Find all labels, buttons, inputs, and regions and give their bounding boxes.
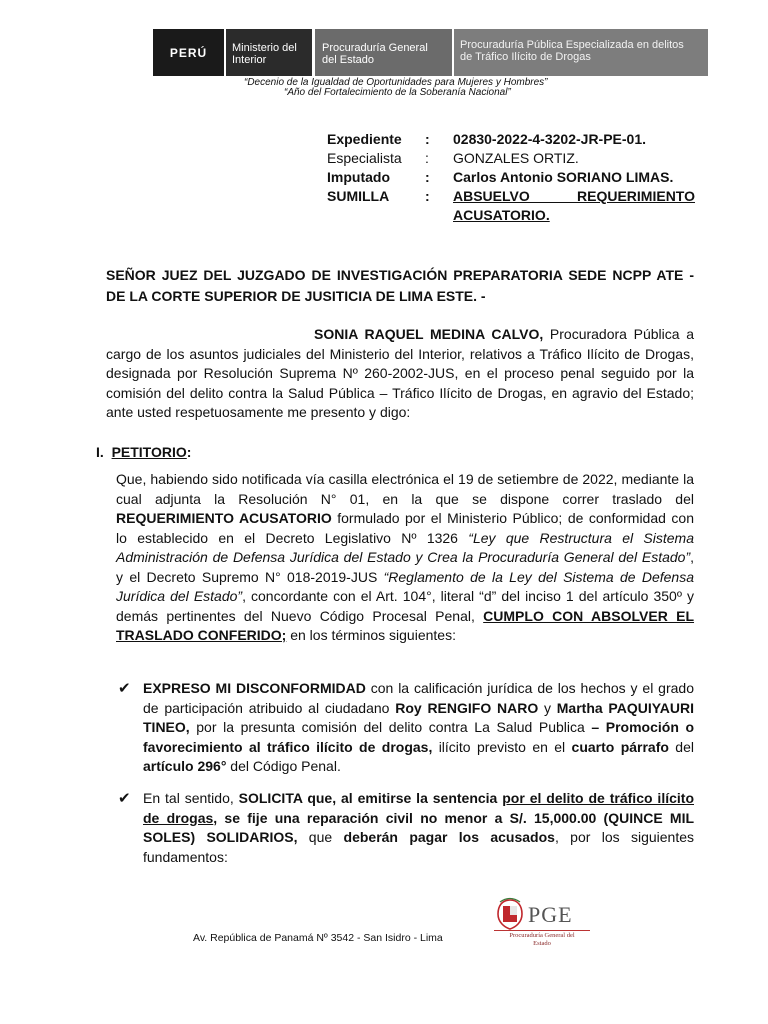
meta-key: Expediente (327, 131, 402, 147)
meta-key: Especialista (327, 150, 402, 166)
header-procuraduria-line1: Procuraduría General (322, 42, 428, 54)
pet-t1: Que, habiendo sido notificada vía casilla electrónica el 19 de setiembre de 2022, mediante la cual adjunta la Resolución N° 01, en la que se dispone correr traslado del (116, 471, 694, 507)
pet-bu1: CUMPLO CON ABSOLVER EL TRASLADO CONFERIDO; (116, 607, 695, 643)
b2-t3: , por los siguientes fundamentos: (143, 829, 695, 865)
section-colon: : (186, 444, 192, 460)
intro-paragraph (106, 325, 694, 423)
header-ministry (226, 29, 312, 76)
b2-bu1: por el delito de tráfico ilícito de drogas (143, 790, 694, 826)
header-ministry-line1: Ministerio del (232, 42, 297, 54)
b1-t5: del (668, 738, 694, 755)
header-procuraduria (315, 29, 452, 76)
b2-b2: , se fije una reparación civil no menor a S/. 15,000.00 (QUINCE MIL SOLES) SOLIDARIOS, (143, 809, 695, 845)
pet-t5: en los términos siguientes: (286, 627, 456, 643)
meta-key: SUMILLA (327, 188, 390, 204)
decenio-block (190, 78, 610, 98)
header-especializada-line1: Procuraduría Pública Especializada en delitos (460, 39, 684, 51)
meta-value: 02830-2022-4-3202-JR-PE-01. (453, 131, 647, 147)
meta-row-imputado (327, 168, 695, 187)
bullet-paragraph-2 (143, 789, 694, 867)
section-number: I. (96, 444, 104, 460)
pet-t4: , concordante con el Art. 104°, literal “d” del inciso 1 del artículo 350º y demás pertinentes del Nuevo Código Procesal Penal, (116, 588, 694, 624)
b1-t6: del Código Penal. (226, 758, 341, 774)
header-especializada-line2: de Tráfico Ilícito de Drogas (460, 51, 591, 63)
meta-value: GONZALES ORTIZ. (453, 150, 579, 166)
meta-row-expediente (327, 130, 695, 149)
pet-i1: “Ley que Restructura el Sistema Administración de Defensa Jurídica del Estado y Crea la Procuraduría General del Estado” (116, 529, 694, 565)
petitorio-paragraph (116, 470, 694, 646)
addressee: SEÑOR JUEZ DEL JUZGADO DE INVESTIGACIÓN PREPARATORIA SEDE NCPP ATE - DE LA CORTE SUPERIOR DE JUSITICIA DE LIMA ESTE. - (106, 267, 694, 304)
b1-b6: artículo 296° (143, 758, 227, 774)
pet-i2: “Reglamento de la Ley del Sistema de Defensa Jurídica del Estado” (116, 568, 694, 604)
meta-key: Imputado (327, 169, 390, 185)
b2-b3: deberán pagar los acusados (343, 829, 555, 845)
checkmark-icon: ✔ (118, 680, 131, 697)
header-peru: PERÚ (153, 29, 224, 76)
header-especializada (454, 29, 708, 76)
header-procuraduria-line2: del Estado (322, 54, 374, 66)
decenio-line2: “Año del Fortalecimiento de la Soberanía Nacional” (284, 87, 511, 98)
meta-colon: : (425, 188, 430, 204)
b1-t4: ilícito previsto en el (432, 738, 572, 755)
section-heading (96, 444, 191, 460)
b1-b2: Roy RENGIFO NARO (395, 699, 539, 716)
section-title: PETITORIO (111, 444, 187, 460)
meta-colon: : (425, 150, 429, 166)
bullet-paragraph-1 (143, 679, 694, 777)
b2-b1: SOLICITA que, al emitirse la sentencia (238, 790, 503, 806)
meta-value: ABSUELVO REQUERIMIENTO ACUSATORIO. (453, 188, 695, 223)
meta-row-sumilla (327, 187, 695, 225)
pet-b1: REQUERIMIENTO ACUSATORIO (116, 510, 332, 526)
intro-text: Procuradora Pública a cargo de los asuntos judiciales del Ministerio del Interior, relativos a Tráfico Ilícito de Drogas, designada por Resolución Suprema Nº 260-2002-JUS, en el proceso penal seguido por la comisión del delito contra la Salud Pública – Tráfico Ilícito de Drogas, en agravio del Estado; ante usted respetuosamente me presento y digo: (106, 326, 694, 420)
pet-t2: formulado por el Ministerio Público; de conformidad con lo establecido en el Decreto Legislativo Nº 1326 (116, 510, 694, 546)
pet-t3: , y el Decreto Supremo N° 018-2019-JUS (116, 549, 694, 585)
b1-b5: cuarto párrafo (571, 738, 669, 755)
meta-colon: : (425, 131, 430, 147)
case-metadata (327, 130, 695, 225)
b1-b3: Martha PAQUIYAURI TINEO, (143, 699, 695, 735)
logo-divider (494, 930, 590, 931)
meta-row-especialista (327, 149, 695, 168)
b2-t2: que (297, 829, 344, 845)
b1-b1: EXPRESO MI DISCONFORMIDAD (143, 680, 366, 696)
b1-t1: con la calificación jurídica de los hechos y el grado de participación atribuido al ciudadano (143, 680, 694, 716)
b1-t2: y (538, 699, 557, 716)
intro-name: SONIA RAQUEL MEDINA CALVO, (314, 326, 544, 342)
logo-subtitle (494, 932, 590, 948)
meta-colon: : (425, 169, 430, 185)
b1-t3: por la presunta comisión del delito contra La Salud Publica (189, 719, 592, 735)
decenio-line1: “Decenio de la Igualdad de Oportunidades para Mujeres y Hombres” (244, 77, 548, 88)
b2-t1: En tal sentido, (143, 790, 239, 806)
header-ministry-line2: Interior (232, 54, 267, 66)
logo-text: PGE (528, 902, 573, 927)
meta-value: Carlos Antonio SORIANO LIMAS. (453, 169, 674, 185)
b1-b4: – Promoción o favorecimiento al tráfico ilícito de drogas, (143, 719, 695, 755)
footer-address: Av. República de Panamá Nº 3542 - San Isidro - Lima (193, 932, 443, 944)
logo-sub-line1: Procuraduría General del (509, 932, 575, 939)
checkmark-icon: ✔ (118, 790, 131, 807)
logo-sub-line2: Estado (533, 940, 551, 947)
